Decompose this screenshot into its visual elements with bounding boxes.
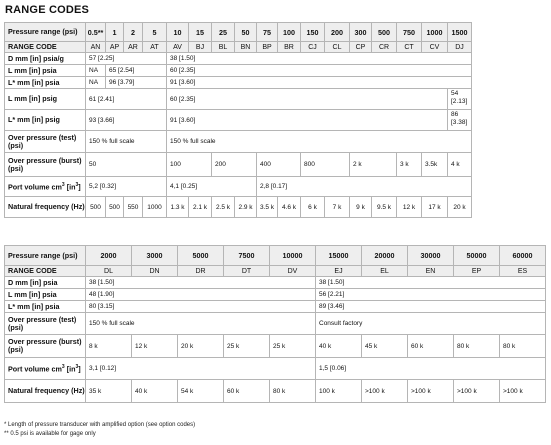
- range-code-cell: BL: [212, 42, 235, 53]
- range-code-cell: AT: [143, 42, 167, 53]
- range-code-cell: DL: [86, 266, 132, 277]
- value-cell: 4 k: [448, 153, 472, 177]
- value-cell: 50: [86, 153, 167, 177]
- pressure-cell: 60000: [500, 246, 546, 266]
- value-cell: 500: [86, 197, 106, 218]
- range-code-cell: CT: [397, 42, 422, 53]
- value-cell: >100 k: [362, 380, 408, 403]
- d-psia-g-row: [5, 53, 472, 65]
- lstar-psia-row: [5, 301, 546, 313]
- value-cell: 38 [1.50]: [167, 53, 472, 65]
- pressure-cell: 30000: [408, 246, 454, 266]
- over-pressure-test-row: [5, 313, 546, 335]
- pressure-cell: 300: [350, 23, 372, 42]
- value-cell: 3.5 k: [257, 197, 278, 218]
- row-label: Natural frequency (Hz): [5, 380, 86, 403]
- pressure-cell: 2: [124, 23, 143, 42]
- pressure-range-label: Pressure range (psi): [5, 246, 86, 266]
- value-cell: 800: [301, 153, 350, 177]
- row-label: Port volume $cm^3$ $[in^3]$: [5, 177, 86, 197]
- pressure-cell: 1000: [422, 23, 448, 42]
- value-cell: 80 k: [270, 380, 316, 403]
- range-code-cell: DV: [270, 266, 316, 277]
- row-label: Over pressure (burst) (psi): [5, 153, 86, 177]
- value-cell: NA: [86, 65, 106, 77]
- row-label: L* mm [in] psia: [5, 77, 86, 89]
- range-code-cell: DN: [132, 266, 178, 277]
- value-cell: 86 [3.38]: [448, 110, 472, 131]
- value-cell: 1,5 [0.06]: [316, 358, 546, 380]
- value-cell: 6 k: [301, 197, 325, 218]
- footnote-gage: ** 0.5 psi is available for gage only: [4, 431, 96, 437]
- section-title: RANGE CODES: [5, 4, 90, 16]
- value-cell: 8 k: [86, 335, 132, 358]
- pressure-cell: 50: [235, 23, 257, 42]
- value-cell: 60 [2.35]: [167, 65, 472, 77]
- value-cell: 89 [3.46]: [316, 301, 546, 313]
- value-cell: 45 k: [362, 335, 408, 358]
- range-code-cell: CJ: [301, 42, 325, 53]
- value-cell: 80 k: [454, 335, 500, 358]
- value-cell: 9.5 k: [372, 197, 397, 218]
- footnote-amplified: * Length of pressure transducer with amplified option (see option codes): [4, 422, 196, 428]
- range-code-cell: BJ: [189, 42, 212, 53]
- value-cell: 400: [257, 153, 301, 177]
- pressure-cell: 5000: [178, 246, 224, 266]
- row-label: Port volume $cm^3$ $[in^3]$: [5, 358, 86, 380]
- row-label: Natural frequency (Hz): [5, 197, 86, 218]
- pressure-cell: 75: [257, 23, 278, 42]
- pressure-cell: 10: [167, 23, 189, 42]
- value-cell: >100 k: [454, 380, 500, 403]
- range-code-cell: CV: [422, 42, 448, 53]
- pressure-cell: 25: [212, 23, 235, 42]
- value-cell: 9 k: [350, 197, 372, 218]
- value-cell: 60 k: [224, 380, 270, 403]
- value-cell: 2,8 [0.17]: [257, 177, 472, 197]
- range-code-cell: ES: [500, 266, 546, 277]
- value-cell: 3.5k: [422, 153, 448, 177]
- row-label: Over pressure (test) (psi): [5, 313, 86, 335]
- value-cell: 56 [2.21]: [316, 289, 546, 301]
- natural-frequency-row: [5, 380, 546, 403]
- pressure-cell: 3000: [132, 246, 178, 266]
- value-cell: >100 k: [408, 380, 454, 403]
- pressure-cell: 0.5**: [86, 23, 106, 42]
- value-cell: 91 [3.60]: [167, 110, 448, 131]
- range-code-cell: AP: [106, 42, 124, 53]
- row-label: L mm [in] psia: [5, 65, 86, 77]
- value-cell: 100: [167, 153, 212, 177]
- value-cell: 550: [124, 197, 143, 218]
- d-psia-row: [5, 277, 546, 289]
- range-code-cell: EN: [408, 266, 454, 277]
- row-label: L mm [in] psia: [5, 289, 86, 301]
- value-cell: >100 k: [500, 380, 546, 403]
- value-cell: 1000: [143, 197, 167, 218]
- value-cell: 25 k: [270, 335, 316, 358]
- value-cell: 20 k: [448, 197, 472, 218]
- range-code-cell: AN: [86, 42, 106, 53]
- value-cell: 2 k: [350, 153, 397, 177]
- value-cell: 7 k: [325, 197, 350, 218]
- value-cell: 2.1 k: [189, 197, 212, 218]
- range-code-cell: EJ: [316, 266, 362, 277]
- l-psia-row: [5, 65, 472, 77]
- pressure-cell: 7500: [224, 246, 270, 266]
- range-code-cell: CP: [350, 42, 372, 53]
- value-cell: 54 [2.13]: [448, 89, 472, 110]
- value-cell: 96 [3.79]: [106, 77, 167, 89]
- value-cell: 150 % full scale: [86, 131, 167, 153]
- row-label: L* mm [in] psia: [5, 301, 86, 313]
- value-cell: 100 k: [316, 380, 362, 403]
- range-code-row: [5, 42, 472, 53]
- value-cell: 38 [1.50]: [316, 277, 546, 289]
- value-cell: 93 [3.66]: [86, 110, 167, 131]
- value-cell: 54 k: [178, 380, 224, 403]
- range-code-label: RANGE CODE: [5, 42, 86, 53]
- range-code-cell: BR: [278, 42, 301, 53]
- value-cell: 2.5 k: [212, 197, 235, 218]
- range-code-cell: CL: [325, 42, 350, 53]
- value-cell: 20 k: [178, 335, 224, 358]
- value-cell: 12 k: [132, 335, 178, 358]
- range-code-cell: BP: [257, 42, 278, 53]
- value-cell: 57 [2.25]: [86, 53, 167, 65]
- value-cell: 60 [2.35]: [167, 89, 448, 110]
- value-cell: 38 [1.50]: [86, 277, 316, 289]
- value-cell: 4,1 [0.25]: [167, 177, 257, 197]
- over-pressure-burst-row: [5, 335, 546, 358]
- pressure-cell: 100: [278, 23, 301, 42]
- value-cell: 65 [2.54]: [106, 65, 167, 77]
- range-code-cell: DJ: [448, 42, 472, 53]
- pressure-cell: 15000: [316, 246, 362, 266]
- pressure-cell: 200: [325, 23, 350, 42]
- value-cell: 61 [2.41]: [86, 89, 167, 110]
- l-psig-row: [5, 89, 472, 110]
- value-cell: 40 k: [132, 380, 178, 403]
- pressure-cell: 1: [106, 23, 124, 42]
- range-code-cell: EP: [454, 266, 500, 277]
- range-code-cell: AV: [167, 42, 189, 53]
- value-cell: 4.6 k: [278, 197, 301, 218]
- range-code-cell: DR: [178, 266, 224, 277]
- value-cell: 12 k: [397, 197, 422, 218]
- pressure-range-row: [5, 23, 472, 42]
- pressure-cell: 1500: [448, 23, 472, 42]
- value-cell: 80 k: [500, 335, 546, 358]
- row-label: L* mm [in] psig: [5, 110, 86, 131]
- pressure-cell: 10000: [270, 246, 316, 266]
- natural-frequency-row: [5, 197, 472, 218]
- pressure-cell: 20000: [362, 246, 408, 266]
- pressure-cell: 750: [397, 23, 422, 42]
- value-cell: 150 % full scale: [86, 313, 316, 335]
- range-code-cell: DT: [224, 266, 270, 277]
- range-code-label: RANGE CODE: [5, 266, 86, 277]
- value-cell: 80 [3.15]: [86, 301, 316, 313]
- pressure-range-row: [5, 246, 546, 266]
- port-volume-row: [5, 177, 472, 197]
- range-code-row: [5, 266, 546, 277]
- value-cell: 91 [3.60]: [167, 77, 472, 89]
- over-pressure-burst-row: [5, 153, 472, 177]
- row-label: Over pressure (test) (psi): [5, 131, 86, 153]
- row-label: D mm [in] psia/g: [5, 53, 86, 65]
- row-label: Over pressure (burst) (psi): [5, 335, 86, 358]
- pressure-cell: 15: [189, 23, 212, 42]
- pressure-cell: 5: [143, 23, 167, 42]
- value-cell: 25 k: [224, 335, 270, 358]
- value-cell: 1.3 k: [167, 197, 189, 218]
- value-cell: 500: [106, 197, 124, 218]
- value-cell: NA: [86, 77, 106, 89]
- port-volume-row: [5, 358, 546, 380]
- range-code-cell: EL: [362, 266, 408, 277]
- pressure-range-label: Pressure range (psi): [5, 23, 86, 42]
- range-code-cell: BN: [235, 42, 257, 53]
- value-cell: 150 % full scale: [167, 131, 472, 153]
- range-code-cell: AR: [124, 42, 143, 53]
- value-cell: 3 k: [397, 153, 422, 177]
- value-cell: 200: [212, 153, 257, 177]
- value-cell: 35 k: [86, 380, 132, 403]
- pressure-cell: 150: [301, 23, 325, 42]
- over-pressure-test-row: [5, 131, 472, 153]
- value-cell: 48 [1.90]: [86, 289, 316, 301]
- range-code-cell: CR: [372, 42, 397, 53]
- l-psia-row: [5, 289, 546, 301]
- pressure-cell: 500: [372, 23, 397, 42]
- value-cell: 3,1 [0.12]: [86, 358, 316, 380]
- value-cell: 40 k: [316, 335, 362, 358]
- row-label: D mm [in] psia: [5, 277, 86, 289]
- lstar-psig-row: [5, 110, 472, 131]
- lstar-psia-row: [5, 77, 472, 89]
- value-cell: 5,2 [0.32]: [86, 177, 167, 197]
- range-table-high: [4, 245, 546, 403]
- range-table-low: [4, 22, 472, 218]
- pressure-cell: 2000: [86, 246, 132, 266]
- row-label: L mm [in] psig: [5, 89, 86, 110]
- value-cell: 60 k: [408, 335, 454, 358]
- value-cell: 2.9 k: [235, 197, 257, 218]
- value-cell: Consult factory: [316, 313, 546, 335]
- pressure-cell: 50000: [454, 246, 500, 266]
- value-cell: 17 k: [422, 197, 448, 218]
